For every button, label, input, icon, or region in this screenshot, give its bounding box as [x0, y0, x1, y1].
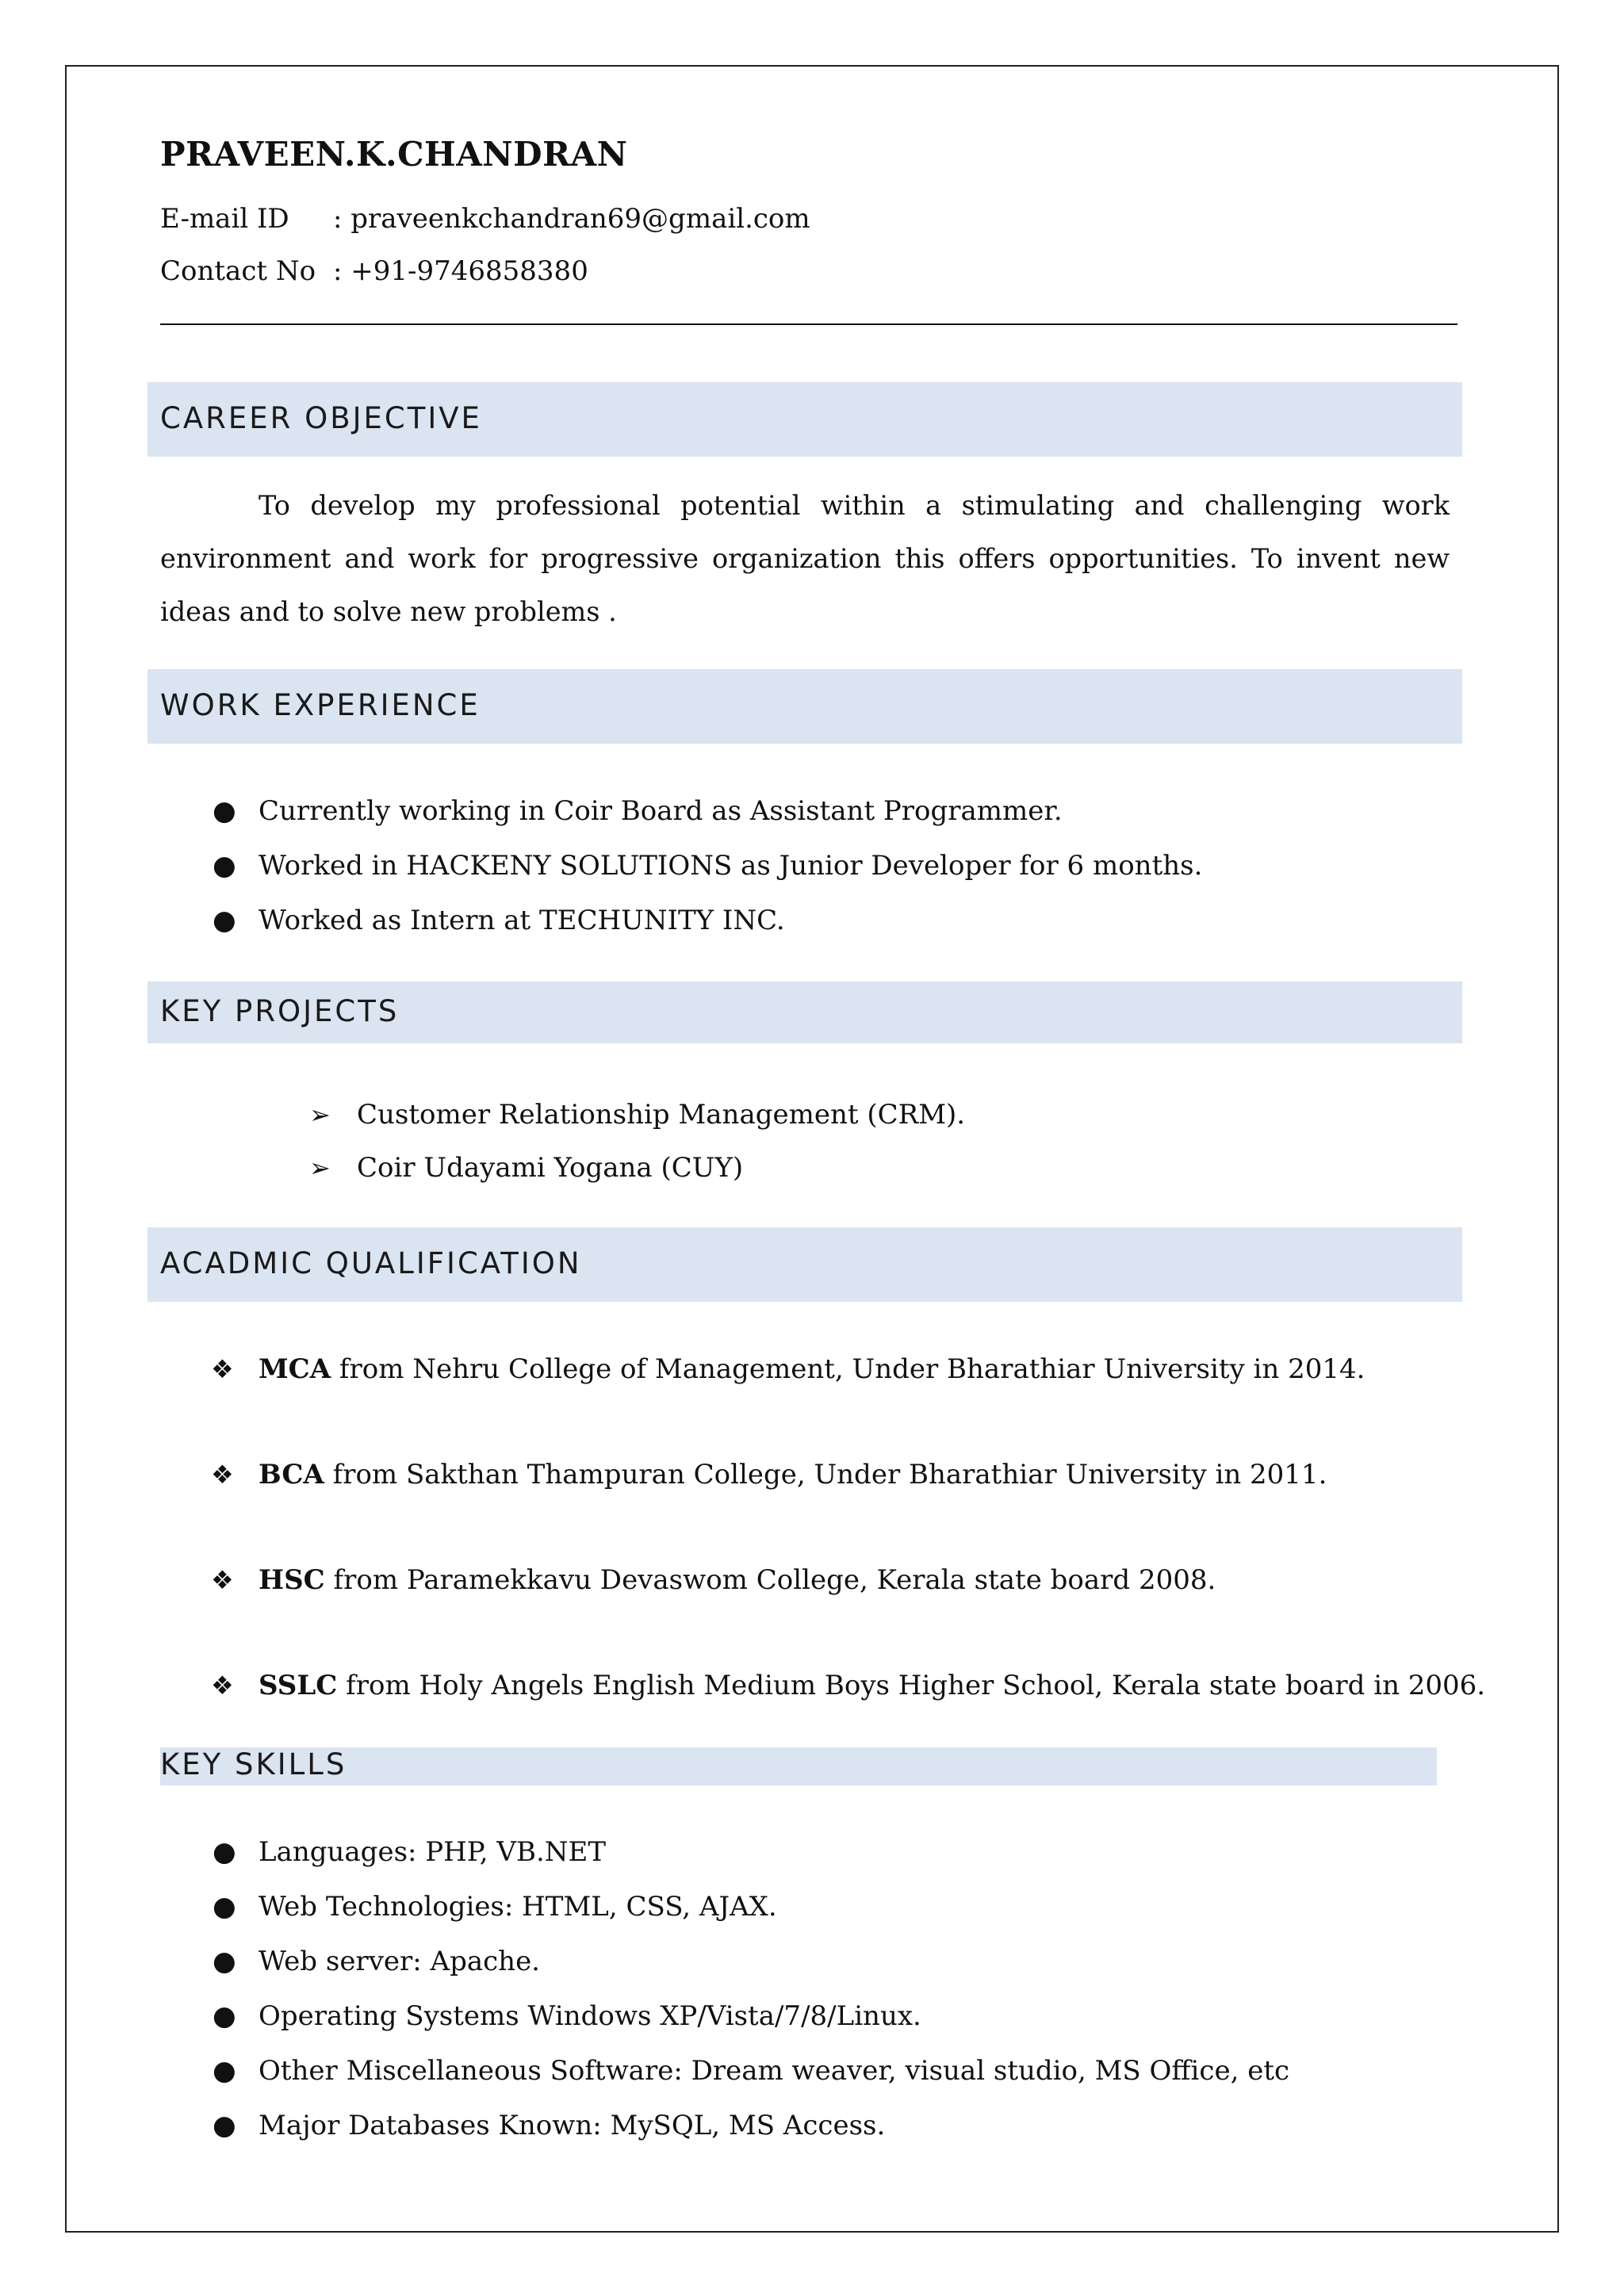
diamond-bullet-icon: ❖ [211, 1460, 234, 1490]
bullet-icon: ● [213, 905, 236, 936]
section-key-projects [147, 982, 1462, 1043]
contact-value: : +91-9746858380 [333, 255, 588, 287]
email-row [160, 203, 810, 235]
bullet-icon: ● [213, 2000, 236, 2032]
bullet-icon: ● [213, 1836, 236, 1868]
list-item: ❖ MCA from Nehru College of Management, Under Bharathiar University in 2014. [259, 1343, 1485, 1448]
section-key-skills [160, 1747, 1437, 1785]
list-item: ● Operating Systems Windows XP/Vista/7/8/Linux. [259, 1989, 1289, 2044]
arrow-bullet-icon: ➢ [309, 1153, 331, 1183]
key-projects-list [309, 1089, 966, 1195]
arrow-bullet-icon: ➢ [309, 1100, 331, 1130]
diamond-bullet-icon: ❖ [211, 1565, 234, 1595]
diamond-bullet-icon: ❖ [211, 1670, 234, 1701]
email-label: E-mail ID [160, 203, 289, 235]
bullet-icon: ● [213, 2055, 236, 2087]
bullet-icon: ● [213, 795, 236, 827]
list-item: ❖ HSC from Paramekkavu Devaswom College, Kerala state board 2008. [259, 1554, 1485, 1659]
section-career-objective [147, 382, 1462, 457]
career-objective-text: To develop my professional potential within a stimulating and challenging work environment and work for progressive organization this offers opportunities. To invent new ideas and to solve new problems . [160, 490, 1450, 627]
bullet-icon: ● [213, 850, 236, 882]
section-title: CAREER OBJECTIVE [160, 401, 482, 435]
header-divider [160, 323, 1457, 325]
list-item: ❖ SSLC from Holy Angels English Medium Boys Higher School, Kerala state board in 2006. [259, 1659, 1485, 1765]
diamond-bullet-icon: ❖ [211, 1354, 234, 1384]
contact-label: Contact No [160, 255, 316, 287]
list-item: ➢ Coir Udayami Yogana (CUY) [357, 1142, 965, 1195]
list-item: ● Web server: Apache. [259, 1934, 1289, 1989]
section-title: KEY PROJECTS [160, 994, 400, 1028]
list-item: ❖ BCA from Sakthan Thampuran College, Under Bharathiar University in 2011. [259, 1448, 1485, 1554]
list-item: ● Languages: PHP, VB.NET [259, 1825, 1289, 1880]
candidate-name: PRAVEEN.K.CHANDRAN [160, 135, 628, 174]
bullet-icon: ● [213, 2110, 236, 2141]
bullet-icon: ● [213, 1891, 236, 1923]
list-item: ● Web Technologies: HTML, CSS, AJAX. [259, 1880, 1289, 1934]
list-item: ● Currently working in Coir Board as Assistant Programmer. [259, 784, 1202, 839]
academic-list [211, 1343, 1486, 1765]
contact-row [160, 255, 588, 287]
list-item: ● Other Miscellaneous Software: Dream weaver, visual studio, MS Office, etc [259, 2044, 1289, 2099]
bullet-icon: ● [213, 1946, 236, 1977]
section-title: KEY SKILLS [160, 1747, 347, 1781]
list-item: ● Worked as Intern at TECHUNITY INC. [259, 894, 1202, 948]
work-experience-list [213, 784, 1203, 948]
list-item: ● Major Databases Known: MySQL, MS Access. [259, 2099, 1289, 2153]
email-value: : praveenkchandran69@gmail.com [333, 203, 810, 235]
list-item: ● Worked in HACKENY SOLUTIONS as Junior Developer for 6 months. [259, 839, 1202, 894]
section-title: WORK EXPERIENCE [160, 688, 481, 722]
section-academic-qualification [147, 1227, 1462, 1302]
section-work-experience [147, 669, 1462, 744]
section-title: ACADMIC QUALIFICATION [160, 1246, 582, 1280]
key-skills-list [213, 1825, 1290, 2153]
list-item: ➢ Customer Relationship Management (CRM). [357, 1089, 965, 1142]
